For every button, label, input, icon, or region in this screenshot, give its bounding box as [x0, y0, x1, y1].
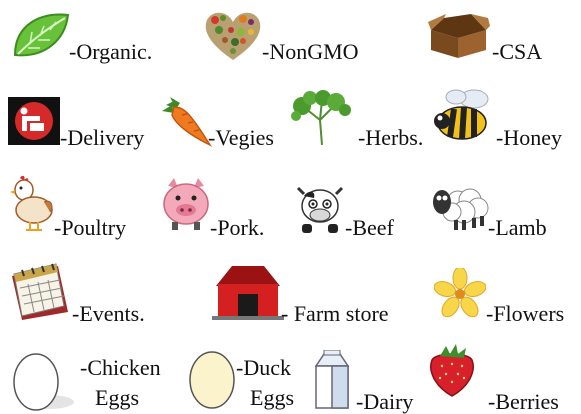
nongmo-label: -NonGMO	[262, 39, 359, 64]
parsley-icon	[290, 90, 355, 145]
events-label: -Events.	[72, 301, 145, 326]
csa-label: -CSA	[492, 39, 543, 64]
duck-eggs-label-line2: Eggs	[250, 385, 294, 410]
lamb-label: -Lamb	[488, 215, 547, 240]
delivery-label: -Delivery	[60, 125, 145, 150]
sheep-icon	[428, 180, 490, 232]
flowers-label: -Flowers	[486, 301, 565, 326]
beef-label: -Beef	[345, 215, 394, 240]
organic-label: -Organic.	[69, 39, 153, 64]
poultry-label: -Poultry	[54, 215, 127, 240]
heart-veggies-icon	[203, 8, 263, 63]
carrot-icon	[160, 95, 215, 150]
herbs-label: -Herbs.	[358, 125, 424, 150]
vegies-label: -Vegies	[208, 125, 274, 150]
duck-eggs-label-line1: -Duck	[236, 355, 291, 380]
leaf-icon	[10, 10, 70, 60]
milk-carton-icon	[312, 350, 352, 410]
farm-store-label: - Farm store	[281, 301, 389, 326]
honey-label: -Honey	[496, 125, 562, 150]
duck-egg-icon	[186, 348, 238, 410]
strawberry-icon	[426, 342, 478, 398]
chicken-eggs-label-line2: Eggs	[95, 385, 139, 410]
delivery-icon	[8, 97, 60, 145]
box-icon	[426, 12, 491, 60]
pig-icon	[160, 176, 212, 232]
chicken-egg-icon	[6, 350, 76, 412]
chicken-icon	[8, 174, 56, 234]
flower-icon	[434, 268, 486, 318]
pork-label: -Pork.	[210, 215, 265, 240]
barn-icon	[212, 262, 284, 320]
calendar-icon	[8, 262, 72, 322]
dairy-label: -Dairy	[356, 389, 414, 414]
berries-label: -Berries	[488, 389, 559, 414]
bee-icon	[432, 85, 494, 147]
cow-icon	[294, 184, 346, 236]
chicken-eggs-label-line1: -Chicken	[80, 355, 161, 380]
